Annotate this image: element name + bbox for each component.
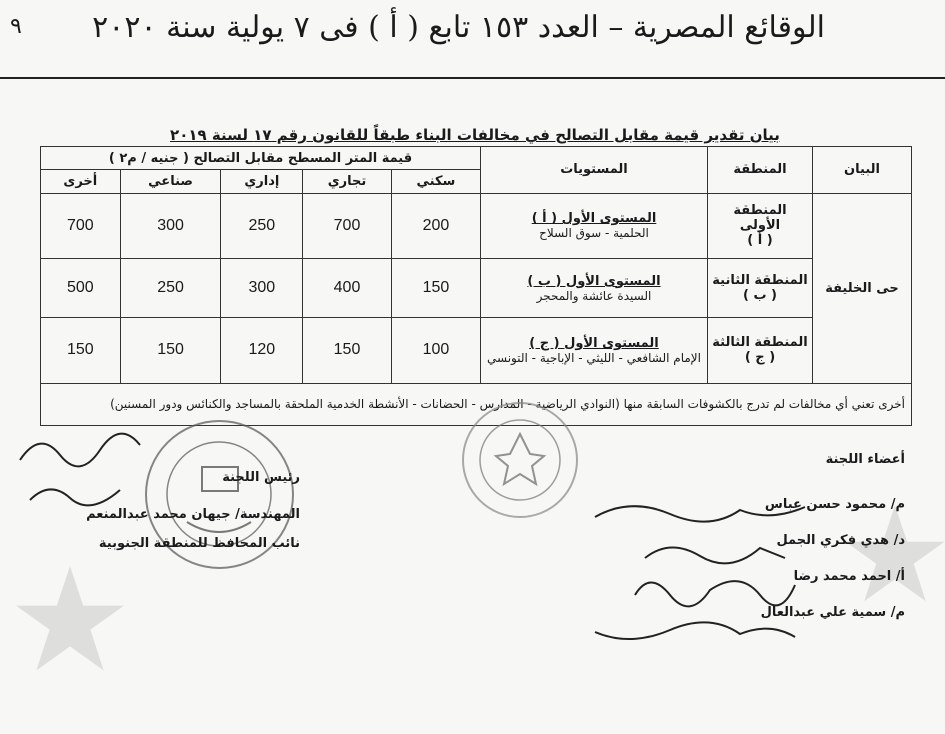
table-footnote: أخرى تعني أي مخالفات لم تدرج بالكشوفات السابقة منها (النوادي الرياضية - المدارس - الحضانات - الأنشطة الخدمية الملحقة بالمساجد والكنائس ودور المسنين)	[41, 383, 912, 425]
seal-stamp	[462, 402, 578, 518]
member-4: م/ سمية علي عبدالعال	[760, 605, 905, 620]
eagle-seal-icon	[464, 404, 576, 516]
value-commercial: 150	[303, 318, 392, 384]
page-number: ٩	[10, 14, 22, 39]
level-title: المستوى الأول ( ب )	[527, 273, 661, 289]
value-commercial: 400	[303, 259, 392, 318]
header-other: أخرى	[41, 170, 121, 193]
header-levels: المستويات	[481, 147, 708, 194]
committee-title: أعضاء اللجنة	[825, 452, 905, 467]
watermark-star-icon	[10, 560, 130, 680]
zone-name: المنطقة الثانية	[712, 273, 808, 289]
chair-name: المهندسة/ جيهان محمد عبدالمنعم	[86, 507, 300, 522]
header-industrial: صناعي	[120, 170, 221, 193]
value-administrative: 250	[221, 193, 303, 259]
level-title: المستوى الأول ( ج )	[529, 335, 659, 351]
header-residential: سكني	[391, 170, 480, 193]
header-zone: المنطقة	[708, 147, 813, 194]
value-residential: 100	[391, 318, 480, 384]
zone-cell	[708, 259, 813, 318]
handwritten-signature	[10, 420, 160, 510]
header-rule	[0, 77, 945, 79]
zone-cell	[708, 193, 813, 259]
zone-name: المنطقة الأولى	[733, 203, 787, 234]
member-signature	[590, 612, 800, 652]
value-other: 700	[41, 193, 121, 259]
header-administrative: إداري	[221, 170, 303, 193]
header-statement: البيان	[813, 147, 912, 194]
value-residential: 200	[391, 193, 480, 259]
district-cell: حى الخليفة	[813, 193, 912, 383]
level-title: المستوى الأول ( أ )	[531, 211, 657, 227]
value-other: 500	[41, 259, 121, 318]
member-signature	[590, 492, 810, 532]
level-cell	[481, 193, 708, 259]
chair-label: رئيس اللجنة	[222, 470, 300, 485]
table-row	[41, 318, 912, 384]
value-commercial: 700	[303, 193, 392, 259]
value-industrial: 300	[120, 193, 221, 259]
value-other: 150	[41, 318, 121, 384]
level-areas: الحلمية - سوق السلاح	[539, 226, 649, 241]
table-row	[41, 259, 912, 318]
zone-cell	[708, 318, 813, 384]
level-areas: السيدة عائشة والمحجر	[536, 288, 652, 303]
member-signature	[640, 528, 790, 568]
value-administrative: 300	[221, 259, 303, 318]
chair-role: نائب المحافظ للمنطقة الجنوبية	[98, 536, 300, 551]
level-areas: الإمام الشافعي - الليثي - الإباجية - التونسي	[487, 350, 701, 365]
value-industrial: 250	[120, 259, 221, 318]
level-cell	[481, 318, 708, 384]
table-row	[41, 193, 912, 259]
zone-code: ( ب )	[743, 288, 777, 304]
header-price-group: قيمة المتر المسطح مقابل التصالح ( جنيه / م٢ )	[41, 147, 481, 170]
zone-code: ( ج )	[744, 350, 776, 366]
zone-name: المنطقة الثالثة	[712, 335, 808, 351]
tariff-table	[40, 146, 912, 426]
member-2: د/ هدي فكري الجمل	[776, 533, 905, 548]
document-title: بيان تقدير قيمة مقابل التصالح في مخالفات البناء طبقاً للقانون رقم ١٧ لسنة ٢٠١٩	[170, 126, 780, 144]
value-industrial: 150	[120, 318, 221, 384]
level-cell	[481, 259, 708, 318]
page-header	[0, 0, 945, 80]
member-signature	[630, 565, 800, 615]
value-residential: 150	[391, 259, 480, 318]
running-head: الوقائع المصرية – العدد ١٥٣ تابع ( أ ) فى ٧ يولية سنة ٢٠٢٠	[92, 10, 825, 45]
member-1: م/ محمود حسن عباس	[764, 497, 905, 512]
value-administrative: 120	[221, 318, 303, 384]
header-commercial: تجاري	[303, 170, 392, 193]
member-3: أ/ احمد محمد رضا	[793, 569, 905, 584]
zone-code: ( أ )	[747, 233, 773, 249]
